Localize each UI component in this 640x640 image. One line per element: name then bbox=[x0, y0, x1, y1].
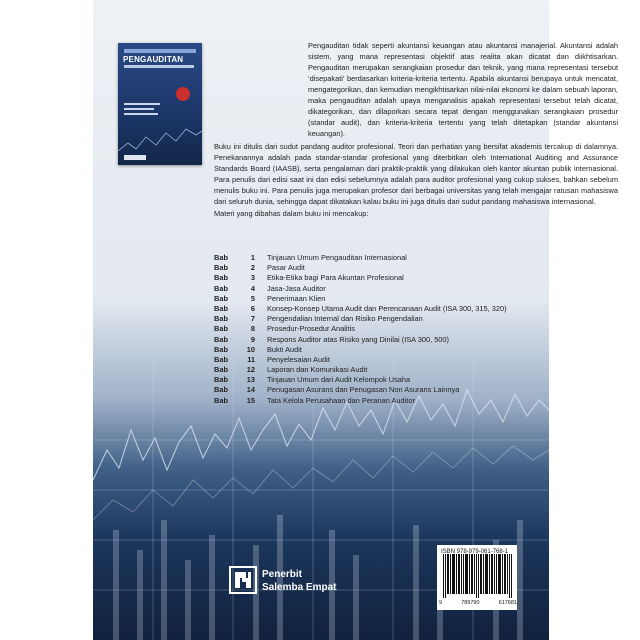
thumbnail-author-line bbox=[124, 108, 154, 110]
toc-chapter-number: 6 bbox=[250, 303, 255, 313]
toc-chapter-number: 8 bbox=[250, 324, 255, 334]
toc-row bbox=[214, 314, 614, 324]
barcode-digit-group: 617681 bbox=[498, 600, 517, 606]
toc-chapter-title: Etika-Etika bagi Para Akuntan Profesional bbox=[267, 273, 404, 283]
toc-row bbox=[214, 365, 614, 375]
thumbnail-title: PENGAUDITAN bbox=[123, 55, 184, 64]
toc-row bbox=[214, 375, 614, 385]
toc-row bbox=[214, 253, 614, 263]
toc-chapter-number: 15 bbox=[246, 395, 255, 405]
toc-chapter-title: Konsep-Konsep Utama Audit dan Perencanaan Audit (ISA 300, 315, 320) bbox=[267, 303, 507, 313]
thumbnail-header-bar bbox=[124, 49, 196, 53]
publisher-name: Salemba Empat bbox=[262, 582, 337, 593]
toc-bab-label: Bab bbox=[214, 293, 228, 303]
intro-paragraph: Pengauditan tidak seperti akuntansi keuangan atau akuntansi manajerial. Akuntansi adalah sistem, yang mana representasi objektif atas realita akan dicatat dan diikhtisarkan. Pengauditan merupakan serangkaian prosedur dan teknik, yang mana representasi tersebut ‘disepakati’ berdasarkan kriteria-kriteria tertentu. Apabila akuntansi berupaya untuk mencatat, mengategorikan, dan kemudian mengikhtisarkan nilai-nilai ekonomi ke dalam sebuah laporan, maka pengauditan adalah upaya menganalisis apakah representasi tersebut telah dicatat, dikategorikan, dan dilaporkan secara tepat dengan menggunakan serangkaian prosedur (standar audit), dan kriteria-kriteria tertentu yang telah ditetapkan (standar akuntansi keuangan). bbox=[308, 41, 618, 138]
barcode-icon bbox=[443, 554, 513, 598]
barcode-digits bbox=[439, 600, 517, 606]
toc-row bbox=[214, 263, 614, 273]
toc-bab-label: Bab bbox=[214, 314, 228, 324]
toc-bab-label: Bab bbox=[214, 395, 228, 405]
toc-chapter-number: 4 bbox=[250, 283, 255, 293]
toc-row bbox=[214, 385, 614, 395]
toc-chapter-number: 11 bbox=[247, 354, 255, 364]
toc-bab-label: Bab bbox=[214, 273, 228, 283]
toc-row bbox=[214, 324, 614, 334]
toc-row bbox=[214, 335, 614, 345]
thumbnail-edition-badge-icon bbox=[176, 87, 190, 101]
toc-chapter-title: Penyelesaian Audit bbox=[267, 354, 330, 364]
table-of-contents bbox=[214, 253, 614, 406]
toc-chapter-number: 12 bbox=[246, 365, 255, 375]
publisher-label: Penerbit bbox=[262, 569, 303, 580]
toc-bab-label: Bab bbox=[214, 365, 228, 375]
toc-chapter-title: Tinjauan Umum Pengauditan Internasional bbox=[267, 253, 407, 262]
toc-chapter-number: 13 bbox=[246, 375, 255, 385]
toc-bab-label: Bab bbox=[214, 303, 228, 313]
toc-chapter-number: 14 bbox=[246, 385, 255, 395]
toc-chapter-number: 10 bbox=[246, 344, 255, 354]
isbn-text: ISBN 978-979-061-768-1 bbox=[441, 549, 509, 555]
toc-row bbox=[214, 284, 614, 294]
toc-row bbox=[214, 294, 614, 304]
thumbnail-subtitle-bar bbox=[124, 65, 194, 68]
toc-row bbox=[214, 396, 614, 406]
toc-row bbox=[214, 345, 614, 355]
toc-bab-label: Bab bbox=[214, 385, 228, 395]
barcode-digit-group: 9 bbox=[439, 600, 443, 606]
toc-chapter-title: Respons Auditor atas Risiko yang Dinilai (ISA 300, 500) bbox=[267, 334, 449, 344]
toc-chapter-title: Prosedur-Prosedur Analitis bbox=[267, 324, 355, 334]
toc-row bbox=[214, 273, 614, 283]
toc-bab-label: Bab bbox=[214, 344, 228, 354]
toc-chapter-title: Jasa-Jasa Auditor bbox=[267, 283, 326, 293]
body-paragraph: Buku ini ditulis dari sudut pandang auditor profesional. Teori dan perhatian yang bersifat akademis tercakup di dalamnya. Penekanannya adalah pada standar-standar profesional yang diterbitkan oleh International Auditing and Assurance Standards Board (IAASB), serta pengalaman dari praktik-praktik yang dilakukan oleh kantor akuntan publik internasional. Para penulis dari edisi saat ini dan edisi sebelumnya adalah para auditor profesional yang cukup sukses, bahkan sebelum menulis buku ini. Para penulis juga merupakan profesor dari berbagai universitas yang telah mengajar ratusan mahasiswa dari seluruh dunia, sehingga dapat dikatakan kalau buku ini juga ditulis dari sudut pandang mahasiswa internasional. bbox=[214, 142, 618, 206]
toc-row bbox=[214, 304, 614, 314]
toc-chapter-title: Tata Kelola Perusahaan dan Peranan Auditor bbox=[267, 395, 415, 405]
thumbnail-author-line bbox=[124, 113, 158, 115]
toc-chapter-title: Tinjauan Umum dari Audit Kelompok Usaha bbox=[267, 375, 411, 385]
toc-bab-label: Bab bbox=[214, 375, 228, 385]
toc-chapter-number: 1 bbox=[250, 253, 255, 262]
toc-row bbox=[214, 355, 614, 365]
toc-chapter-number: 7 bbox=[250, 314, 255, 324]
toc-bab-label: Bab bbox=[214, 324, 228, 334]
toc-chapter-title: Bukti Audit bbox=[267, 344, 302, 354]
toc-bab-label: Bab bbox=[214, 263, 228, 273]
thumbnail-author-line bbox=[124, 103, 160, 105]
toc-bab-label: Bab bbox=[214, 283, 228, 293]
toc-chapter-number: 5 bbox=[250, 293, 255, 303]
toc-bab-label: Bab bbox=[214, 354, 228, 364]
back-cover bbox=[93, 0, 618, 640]
toc-intro-text: Materi yang dibahas dalam buku ini mencakup: bbox=[214, 209, 369, 218]
thumbnail-publisher-mark bbox=[124, 155, 146, 160]
front-cover-thumbnail bbox=[118, 43, 202, 165]
toc-chapter-title: Penugasan Asurans dan Penugasan Non Asurans Lainnya bbox=[267, 385, 460, 395]
salemba-empat-logo-icon bbox=[229, 566, 257, 594]
toc-bab-label: Bab bbox=[214, 253, 228, 262]
toc-bab-label: Bab bbox=[214, 334, 228, 344]
toc-chapter-title: Pasar Audit bbox=[267, 263, 305, 273]
barcode-digit-group: 789790 bbox=[461, 600, 480, 606]
toc-chapter-number: 2 bbox=[250, 263, 255, 273]
toc-chapter-number: 9 bbox=[250, 334, 255, 344]
toc-chapter-title: Penerimaan Klien bbox=[267, 293, 326, 303]
toc-chapter-title: Laporan dan Komunikasi Audit bbox=[267, 365, 368, 375]
toc-chapter-title: Pengendalian Internal dan Risiko Pengendalian bbox=[267, 314, 423, 324]
toc-chapter-number: 3 bbox=[250, 273, 255, 283]
